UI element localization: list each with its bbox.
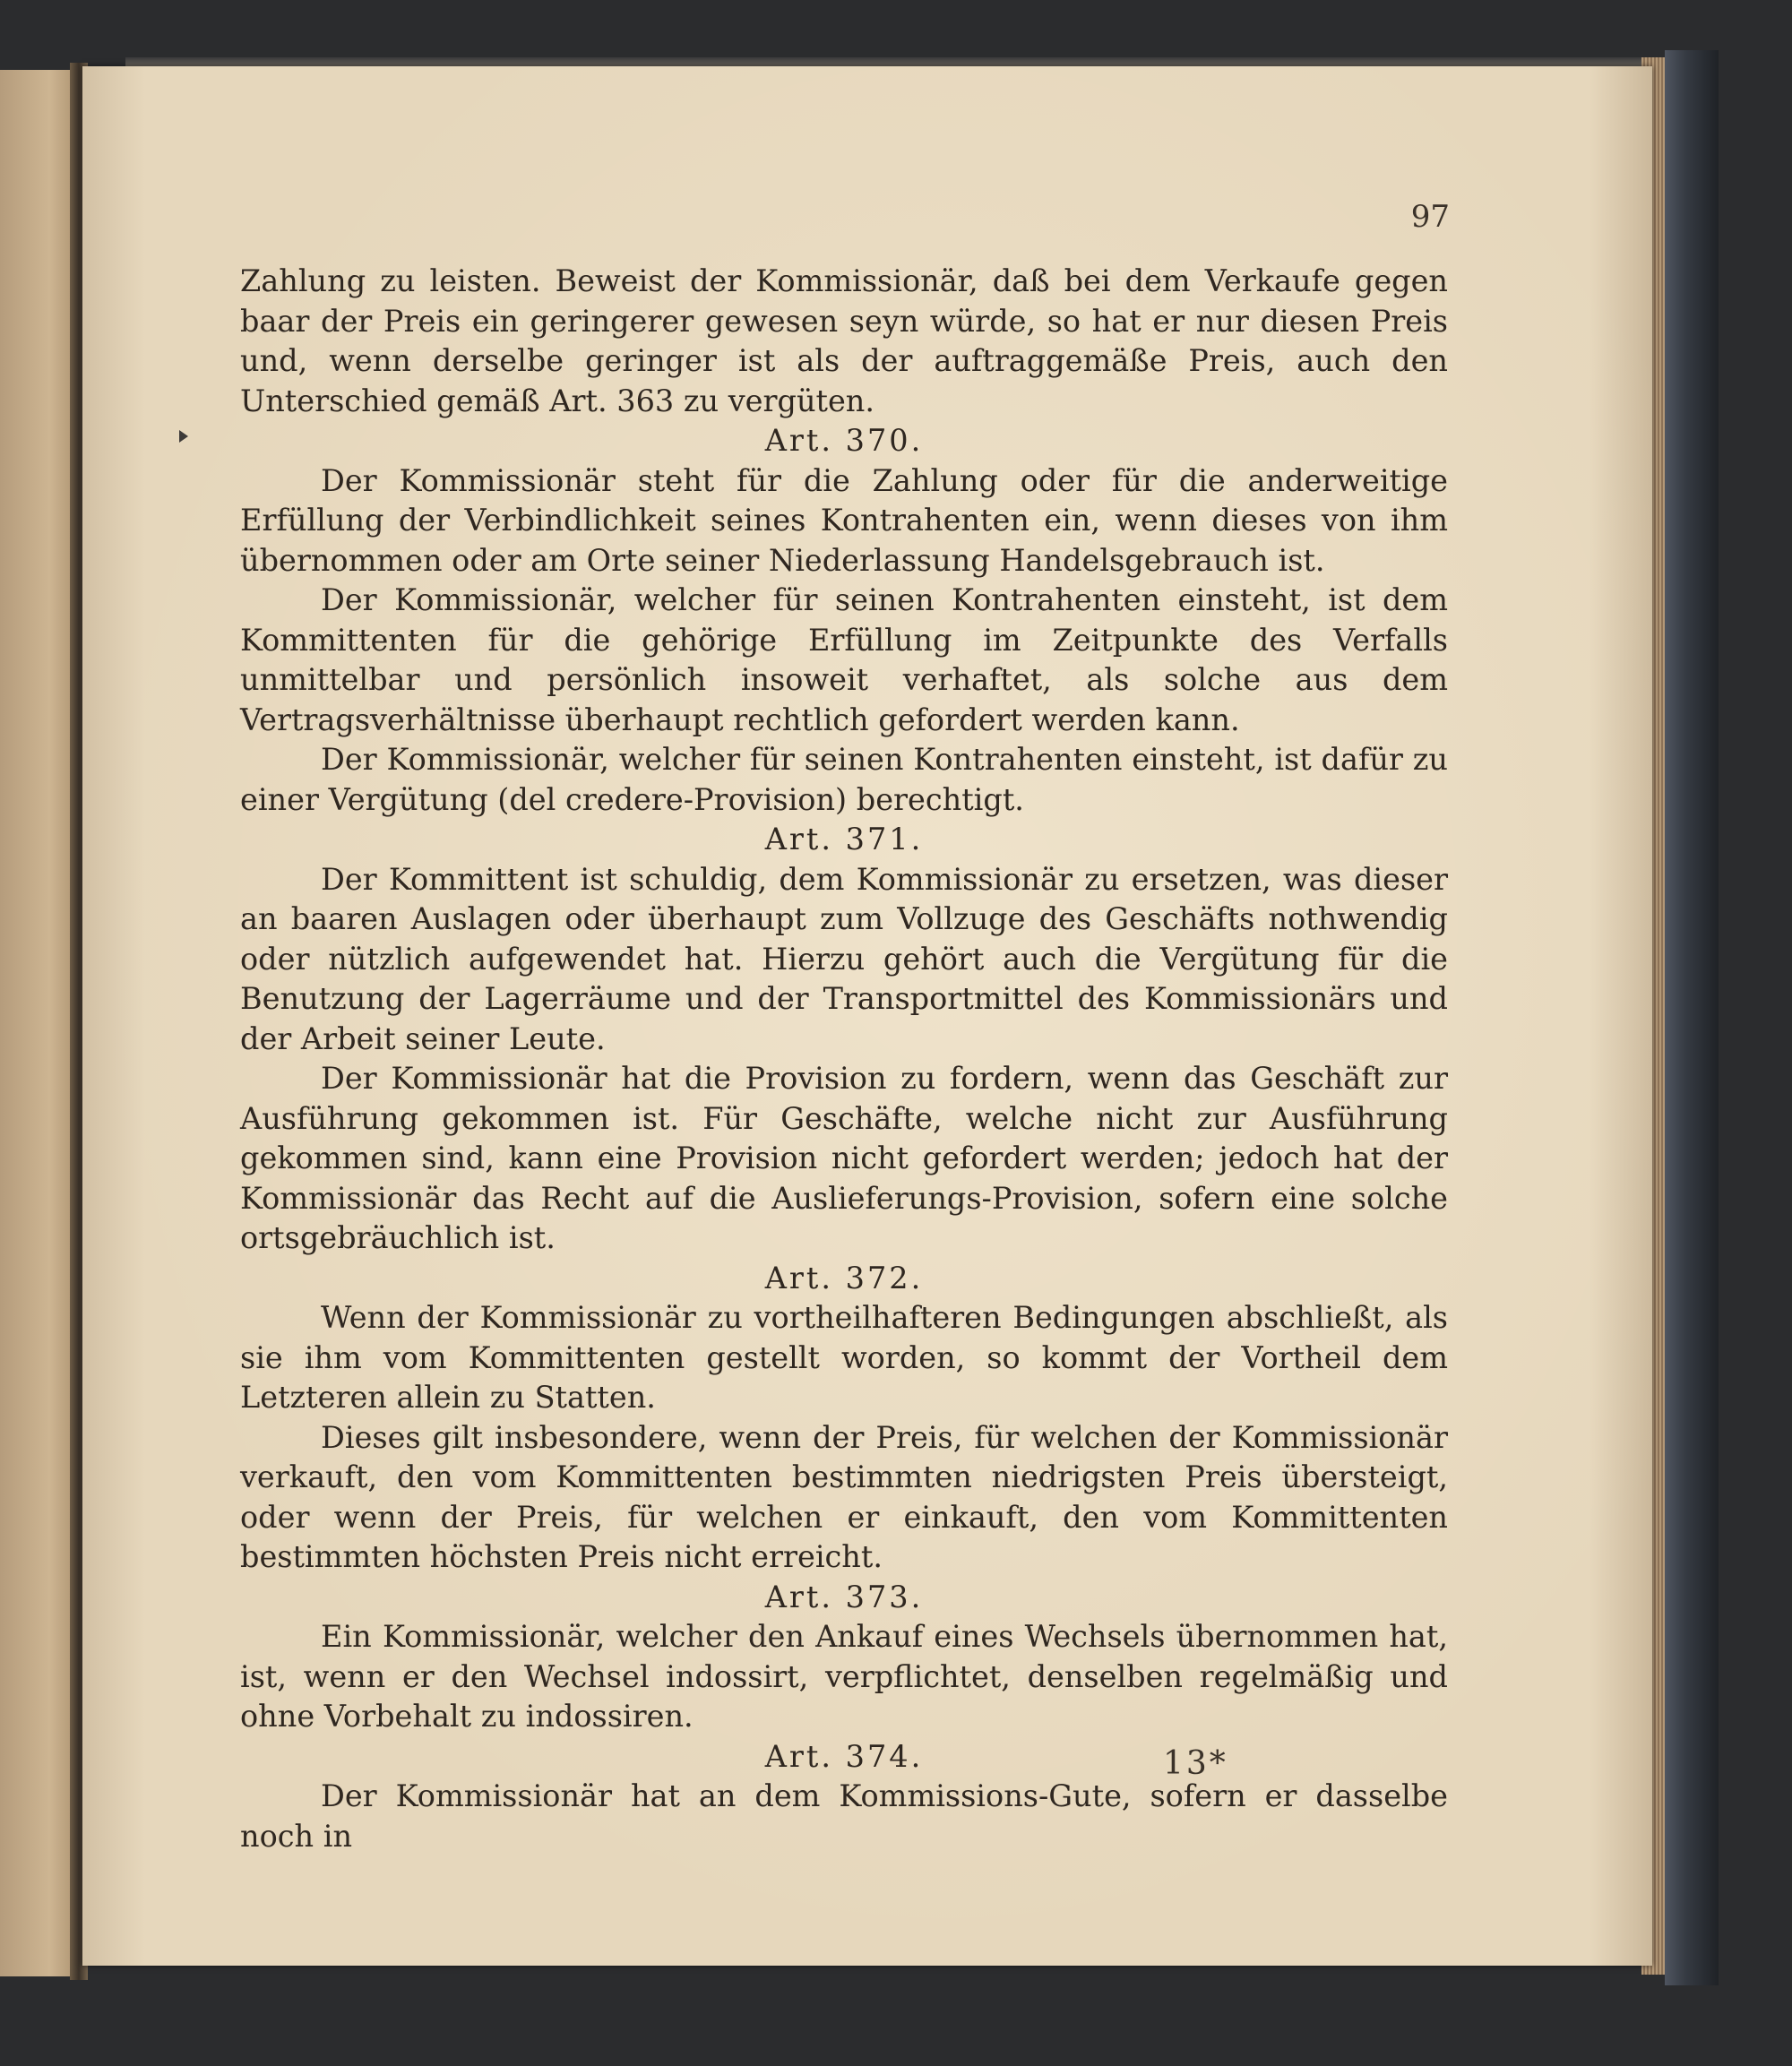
paragraph: Der Kommittent ist schuldig, dem Kommissionär zu ersetzen, was dieser an baaren Auslagen oder überhaupt zum Vollzuge des Geschäfts nothwendig oder nützlich aufgewendet hat. Hierzu gehört auch die Vergütung für die Benutzung der Lagerräume und der Transportmittel des Kommissionärs und der Arbeit seiner Leute. xyxy=(240,861,1448,1056)
paragraph: Ein Kommissionär, welcher den Ankauf eines Wechsels übernommen hat, ist, wenn er den Wechsel indossirt, verpflichtet, denselben regelmäßig und ohne Vorbehalt zu indossiren. xyxy=(240,1619,1448,1734)
paragraph: Der Kommissionär, welcher für seinen Kontrahenten einsteht, ist dafür zu einer Vergütung (del credere-Provision) berechtigt. xyxy=(240,742,1448,817)
paragraph: Wenn der Kommissionär zu vortheilhafteren Bedingungen abschließt, als sie ihm vom Kommittenten gestellt worden, so kommt der Vortheil dem Letzteren allein zu Statten. xyxy=(240,1300,1448,1415)
page-number: 97 xyxy=(1410,199,1450,235)
paragraph: Der Kommissionär hat an dem Kommissions-Gute, sofern er dasselbe noch in xyxy=(240,1778,1448,1854)
article-heading: Art. 371. xyxy=(764,822,924,857)
book-cover-edge xyxy=(1665,50,1719,1985)
sheet-signature: 13* xyxy=(1163,1745,1228,1782)
paragraph: Der Kommissionär steht für die Zahlung oder für die anderweitige Erfüllung der Verbindlichkeit seines Kontrahenten ein, wenn dieses von ihm übernommen oder am Orte seiner Niederlassung Handelsgebrauch ist. xyxy=(240,462,1448,578)
article-heading: Art. 373. xyxy=(764,1579,924,1614)
paragraph: Der Kommissionär hat die Provision zu fordern, wenn das Geschäft zur Ausführung gekommen ist. Für Geschäfte, welche nicht zur Ausführung gekommen sind, kann eine Provision nicht gefordert werden; jedoch hat der Kommissionär das Recht auf die Auslieferungs-Provision, sofern eine solche ortsgebräuchlich ist. xyxy=(240,1061,1448,1255)
paragraph: Der Kommissionär, welcher für seinen Kontrahenten einsteht, ist dem Kommittenten für die gehörige Erfüllung im Zeitpunkte des Verfalls unmittelbar und persönlich insoweit verhaftet, als solche aus dem Vertragsverhältnisse überhaupt rechtlich gefordert werden kann. xyxy=(240,582,1448,737)
article-heading: Art. 374. xyxy=(764,1738,924,1774)
paragraph: Zahlung zu leisten. Beweist der Kommissionär, daß bei dem Verkaufe gegen baar der Preis ein geringerer gewesen seyn würde, so hat er nur diesen Preis und, wenn derselbe geringer ist als der auftraggemäße Preis, auch den Unterschied gemäß Art. 363 zu vergüten. xyxy=(240,263,1448,418)
article-heading: Art. 372. xyxy=(764,1260,924,1296)
page-body-text xyxy=(240,262,1448,1856)
article-heading: Art. 370. xyxy=(764,423,924,458)
paragraph: Dieses gilt insbesondere, wenn der Preis, für welchen der Kommissionär verkauft, den vom Kommittenten bestimmten niedrigsten Preis übersteigt, oder wenn der Preis, für welchen er einkauft, den vom Kommittenten bestimmten höchsten Preis nicht erreicht. xyxy=(240,1419,1448,1574)
